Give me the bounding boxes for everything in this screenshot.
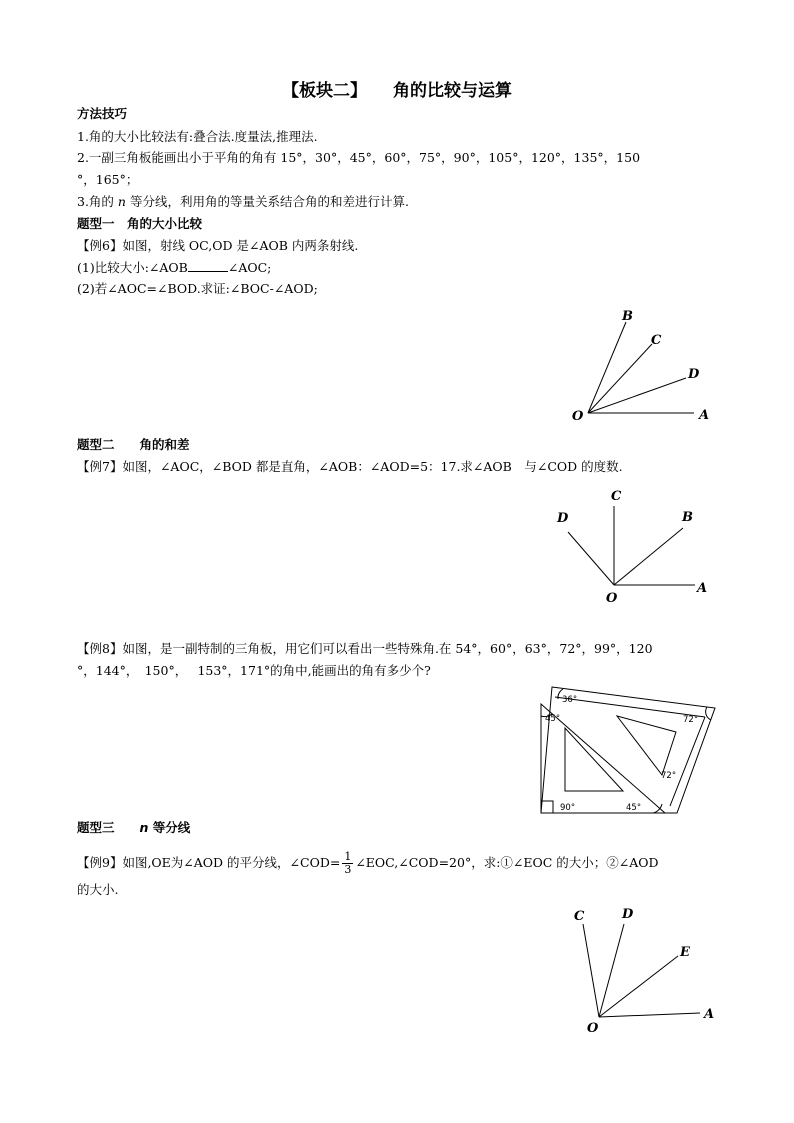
methods-line-2b: °，165°； [77,172,139,187]
fraction-one-third: $\frac{1}{3}$ [344,850,352,876]
example8-line1: 【例8】如图，是一副特制的三角板，用它们可以看出一些特殊角.在 54°，60°，63°，72°，99°，120 [77,641,653,656]
methods-line-2: 2.一副三角板能画出小于平角的角有 15°，30°，45°，60°，75°，90°，105°，120°，135°，150 [77,150,641,165]
label-D: D [688,367,700,382]
label-A: A [699,408,710,423]
example8-line2: °，144°， 150°， 153°，171°的角中,能画出的角有多少个? [77,663,431,678]
ray-OA [599,1013,700,1017]
angle-72-lower: 72° [661,771,677,781]
label-A: A [704,1007,715,1022]
example6-question2: (2)若∠AOC=∠BOD.求证:∠BOC-∠AOD; [77,281,318,296]
label-E: E [680,945,690,960]
label-B: B [622,309,633,324]
section-title-right: 角的比较与运算 [393,81,512,101]
figure-ex8-set-squares [525,684,725,820]
example6-text: 【例6】如图，射线 OC,OD 是∠AOB 内两条射线. [77,238,359,253]
methods-heading: 方法技巧 [77,106,128,121]
set-square-hole-upper [617,716,676,775]
figure-ex6-rays [560,300,720,430]
label-D: D [622,907,634,922]
label-C: C [574,909,585,924]
label-O: O [572,409,584,424]
angle-36: 36° [562,695,578,705]
label-A: A [697,581,708,596]
ray-OB [614,528,683,585]
section-title-left: 【板块二】 [282,81,367,101]
angle-45-bottom: 45° [626,803,642,813]
ray-OD [599,924,624,1017]
type1-heading: 题型一 角的大小比较 [77,216,203,231]
figure-ex7-right-angles [550,484,720,609]
answer-blank [188,259,228,272]
example7-text: 【例7】如图，∠AOC，∠BOD 都是直角，∠AOB：∠AOD=5：17.求∠AOB 与∠COD 的度数. [77,459,623,474]
angle-90: 90° [560,803,576,813]
angle-72-right: 72° [683,715,699,725]
methods-line-3: 3.角的 n 等分线，利用角的等量关系结合角的和差进行计算. [77,194,409,209]
example6-question1: (1)比较大小:∠AOB ∠AOC; [77,260,272,275]
ray-OB [588,322,626,413]
angle-45-left: 45° [545,714,561,724]
set-square-outer [541,687,715,813]
label-D: D [557,511,569,526]
set-square-45-hole [565,728,623,791]
example9-line2: 的大小. [77,882,119,897]
type3-heading: 题型三 n 等分线 [77,820,191,835]
section-title [0,76,794,101]
label-C: C [651,333,662,348]
figure-ex9-bisector [560,900,730,1040]
ray-OD [568,532,614,585]
label-O: O [606,591,618,606]
label-O: O [587,1021,599,1036]
label-C: C [611,489,622,504]
ray-OD [588,378,686,413]
type2-heading: 题型二 角的和差 [77,437,190,452]
ray-OC [588,344,652,413]
example9-line1: 【例9】如图,OE为∠AOD 的平分线，∠COD= $\frac{1}{3}$ ∠EOC,∠COD=20°，求:①∠EOC 的大小；②∠AOD [77,850,659,876]
ray-OC [583,924,599,1017]
methods-line-1: 1.角的大小比较法有:叠合法.度量法,推理法. [77,129,318,144]
ray-OE [599,956,678,1017]
label-B: B [682,510,693,525]
